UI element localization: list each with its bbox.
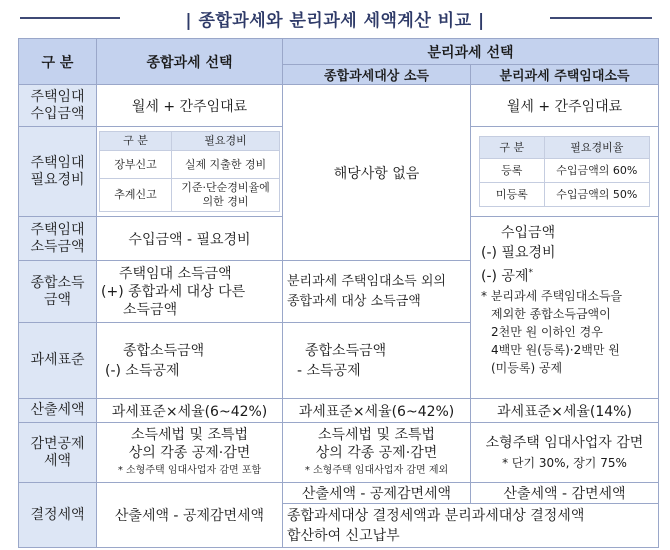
cell-line: 소형주택 임대사업자 감면 xyxy=(485,434,644,451)
calc-line: (-) 필요경비 xyxy=(481,245,556,261)
row-label-line: 필요경비 xyxy=(30,171,85,188)
cell-calc-tax-separate-general: 과세표준×세율(6~42%) xyxy=(283,399,471,423)
comparison-table xyxy=(18,38,659,548)
inner-cell: 추계신고 xyxy=(100,179,172,212)
cell-line: 종합과세대상 결정세액과 분리과세대상 결정세액 xyxy=(287,507,585,524)
cell-final-tax-separate-general: 산출세액 - 공제감면세액 xyxy=(283,483,471,504)
calc-line xyxy=(481,263,648,287)
cell-calc-tax-comprehensive: 과세표준×세율(6~42%) xyxy=(97,399,283,423)
cell-rental-calc xyxy=(471,217,659,399)
cell-line: 상의 각종 공제·감면 xyxy=(128,444,251,461)
cell-note: * 단기 30%, 장기 75% xyxy=(502,455,627,470)
row-label-tax-base: 과세표준 xyxy=(19,323,97,399)
cell-total-income-comprehensive xyxy=(97,261,283,323)
cell-final-tax-separate-rental: 산출세액 - 감면세액 xyxy=(471,483,659,504)
row-label-final-tax: 결정세액 xyxy=(19,483,97,548)
cell-reduction-comprehensive xyxy=(97,423,283,483)
cell-tax-base-comprehensive xyxy=(97,323,283,399)
cell-revenue-comprehensive: 월세 + 간주임대료 xyxy=(97,85,283,127)
header-separate-general: 종합과세대상 소득 xyxy=(283,65,471,85)
cell-line: 종합소득금액 xyxy=(123,342,205,359)
cell-line: 소득금액 xyxy=(123,301,178,318)
cell-line: (-) 소득공제 xyxy=(105,362,180,379)
cell-expenses-separate-rental xyxy=(471,127,659,217)
footnote-marker: * xyxy=(528,268,533,278)
cell-line: 종합과세 대상 소득금액 xyxy=(287,293,421,309)
cell-reduction-separate-rental xyxy=(471,423,659,483)
row-label-line: 주택임대 xyxy=(30,221,85,238)
inner-cell-line: 의한 경비 xyxy=(202,195,249,208)
cell-calc-tax-separate-rental: 과세표준×세율(14%) xyxy=(471,399,659,423)
cell-line: 분리과세 주택임대소득 외의 xyxy=(287,273,446,289)
cell-final-tax-merged xyxy=(283,504,659,548)
cell-final-tax-comprehensive: 산출세액 - 공제감면세액 xyxy=(97,483,283,548)
calc-line-text: (-) 공제 xyxy=(481,268,529,285)
cell-reduction-separate-general xyxy=(283,423,471,483)
row-label-revenue xyxy=(19,85,97,127)
cell-revenue-separate-rental: 월세 + 간주임대료 xyxy=(471,85,659,127)
cell-expenses-comprehensive xyxy=(97,127,283,217)
expenses-separate-table xyxy=(479,136,650,207)
inner-cell: 미등록 xyxy=(480,183,545,207)
inner-cell: 등록 xyxy=(480,159,545,183)
header-separate-rental: 분리과세 주택임대소득 xyxy=(471,65,659,85)
inner-header: 구 분 xyxy=(480,137,545,159)
header-gubun: 구 분 xyxy=(19,39,97,85)
cell-note: * 소형주택 임대사업자 감면 포함 xyxy=(117,464,262,476)
inner-cell: 실제 지출한 경비 xyxy=(172,151,280,179)
title-row xyxy=(0,4,670,32)
row-label-line: 감면공제 xyxy=(30,435,85,452)
inner-cell: 수입금액의 60% xyxy=(544,159,649,183)
row-label-expenses xyxy=(19,127,97,217)
row-label-line: 소득금액 xyxy=(30,238,85,255)
calc-note: (미등록) 공제 xyxy=(491,360,563,375)
title-rule-right xyxy=(550,17,652,19)
cell-line: 상의 각종 공제·감면 xyxy=(315,444,438,461)
row-label-line: 주택임대 xyxy=(30,88,85,105)
cell-line: 합산하여 신고납부 xyxy=(287,527,400,544)
row-label-calc-tax: 산출세액 xyxy=(19,399,97,423)
calc-note: 4백만 원(등록)·2백만 원 xyxy=(491,342,620,357)
cell-line: 소득세법 및 조특법 xyxy=(130,426,249,443)
cell-line: 주택임대 소득금액 xyxy=(119,265,232,282)
cell-line: - 소득공제 xyxy=(297,362,361,379)
row-label-line: 종합소득 xyxy=(30,274,85,291)
cell-tax-base-separate-general xyxy=(283,323,471,399)
cell-line: 종합소득금액 xyxy=(305,342,387,359)
inner-cell: 장부신고 xyxy=(100,151,172,179)
cell-line: (+) 종합과세 대상 다른 xyxy=(101,283,246,300)
cell-note: * 소형주택 임대사업자 감면 제외 xyxy=(304,464,449,476)
calc-line: 수입금액 xyxy=(501,225,556,241)
row-label-line: 세액 xyxy=(43,452,72,469)
calc-note: 제외한 종합소득금액이 xyxy=(491,306,611,321)
inner-header: 구 분 xyxy=(100,132,172,151)
row-label-rental-income xyxy=(19,217,97,261)
inner-cell: 수입금액의 50% xyxy=(544,183,649,207)
header-separate: 분리과세 선택 xyxy=(283,39,659,65)
row-label-line: 수입금액 xyxy=(30,105,85,122)
cell-not-applicable: 해당사항 없음 xyxy=(283,85,471,261)
cell-total-income-separate-general xyxy=(283,261,471,323)
inner-cell-line: 기준·단순경비율에 xyxy=(181,181,270,194)
header-comprehensive: 종합과세 선택 xyxy=(97,39,283,85)
expenses-comprehensive-table xyxy=(99,131,280,212)
row-label-line: 금액 xyxy=(43,291,72,308)
inner-cell xyxy=(172,179,280,212)
row-label-total-income xyxy=(19,261,97,323)
page-title: | 종합과세와 분리과세 세액계산 비교 | xyxy=(185,11,485,31)
cell-line: 소득세법 및 조특법 xyxy=(317,426,436,443)
inner-header: 필요경비율 xyxy=(544,137,649,159)
row-label-reduction xyxy=(19,423,97,483)
title-rule-left xyxy=(20,17,120,19)
cell-rental-income-comprehensive: 수입금액 - 필요경비 xyxy=(97,217,283,261)
calc-note: * 분리과세 주택임대소득을 xyxy=(481,288,623,303)
row-label-line: 주택임대 xyxy=(30,154,85,171)
inner-header: 필요경비 xyxy=(172,132,280,151)
calc-note: 2천만 원 이하인 경우 xyxy=(491,324,603,339)
